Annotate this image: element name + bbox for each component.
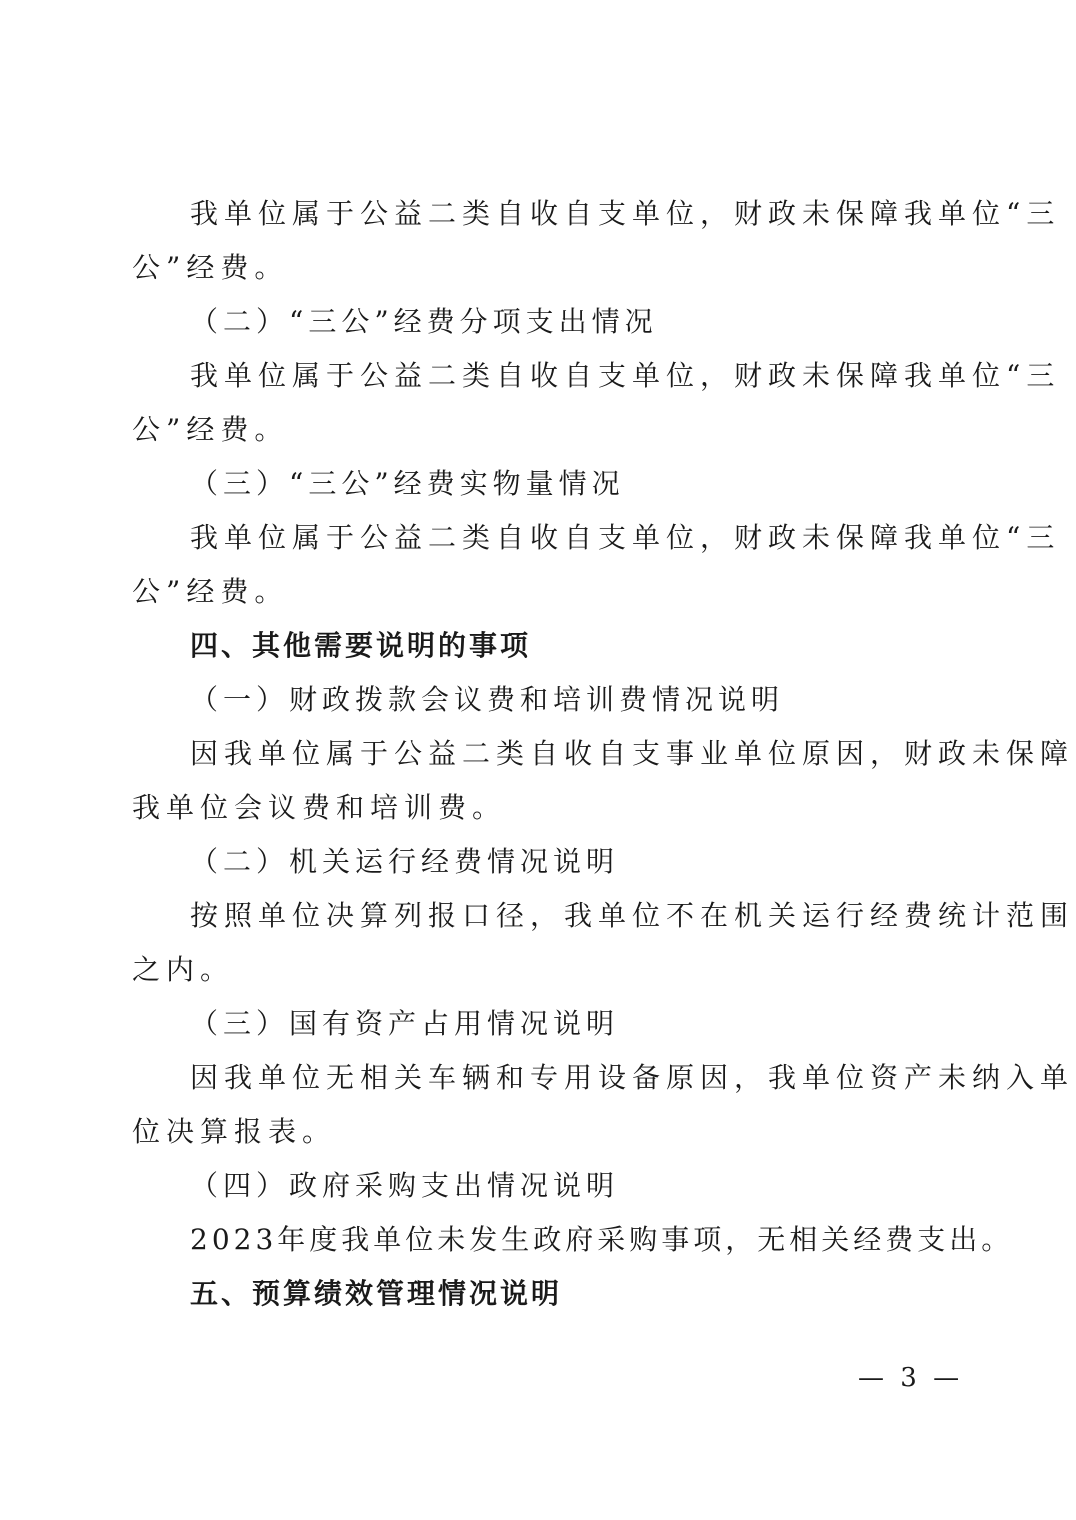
paragraph-line: 因我单位属于公益二类自收自支事业单位原因，财政未保障 xyxy=(190,737,1075,770)
paragraph-line: 因我单位无相关车辆和专用设备原因，我单位资产未纳入单 xyxy=(190,1061,1075,1094)
paragraph-line: 我单位属于公益二类自收自支单位，财政未保障我单位“三 xyxy=(190,521,1061,554)
paragraph-line: 我单位属于公益二类自收自支单位，财政未保障我单位“三 xyxy=(190,197,1061,230)
paragraph-line: 公”经费。 xyxy=(132,575,289,608)
paragraph-line: 按照单位决算列报口径，我单位不在机关运行经费统计范围 xyxy=(190,899,1075,932)
paragraph-line: 公”经费。 xyxy=(132,251,289,284)
paragraph-line: 我单位属于公益二类自收自支单位，财政未保障我单位“三 xyxy=(190,359,1061,392)
paragraph-line: 我单位会议费和培训费。 xyxy=(132,791,507,824)
paragraph-line: 位决算报表。 xyxy=(132,1115,337,1148)
paragraph-line: 公”经费。 xyxy=(132,413,289,446)
page-number: — 3 — xyxy=(858,1363,964,1393)
subsection-heading: （二）“三公”经费分项支出情况 xyxy=(190,305,658,338)
subsection-heading: （二）机关运行经费情况说明 xyxy=(190,845,620,878)
subsection-heading: （一）财政拨款会议费和培训费情况说明 xyxy=(190,683,785,716)
subsection-heading: （四）政府采购支出情况说明 xyxy=(190,1169,620,1202)
subsection-heading: （三）国有资产占用情况说明 xyxy=(190,1007,620,1040)
paragraph-line: 之内。 xyxy=(132,953,235,986)
subsection-heading: （三）“三公”经费实物量情况 xyxy=(190,467,625,500)
paragraph-line: 2023年度我单位未发生政府采购事项，无相关经费支出。 xyxy=(190,1223,1014,1256)
section-heading: 四、其他需要说明的事项 xyxy=(190,629,532,662)
section-heading: 五、预算绩效管理情况说明 xyxy=(190,1277,563,1310)
